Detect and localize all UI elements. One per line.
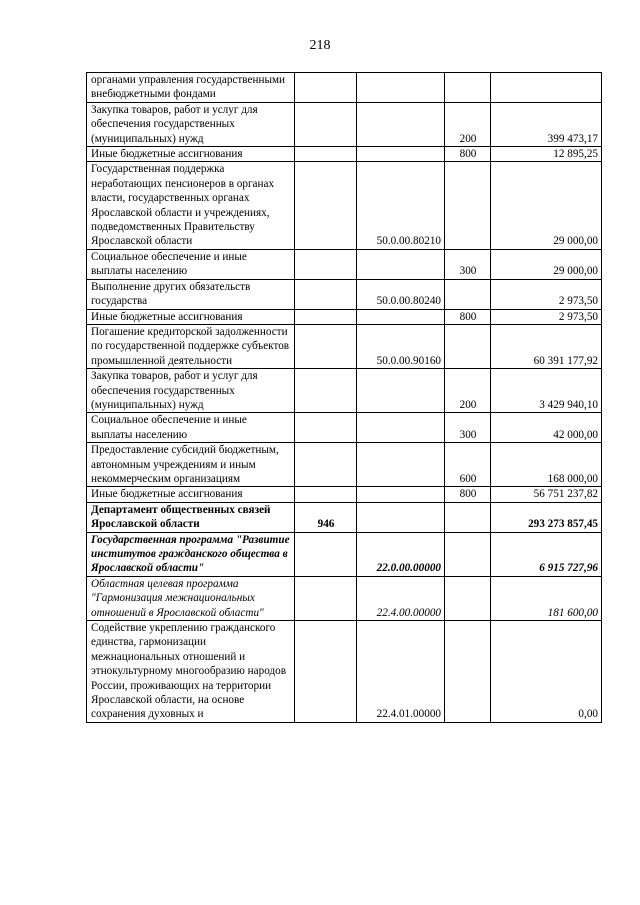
row-target-code <box>357 102 445 146</box>
row-amount: 42 000,00 <box>491 413 602 443</box>
row-expense-type: 300 <box>445 413 491 443</box>
row-department-code <box>295 369 357 413</box>
table-row <box>87 413 602 443</box>
row-amount: 6 915 727,96 <box>491 532 602 576</box>
row-name: Государственная поддержка неработающих пенсионеров в органах власти, государственных органах Ярославской области и учреждениях, подведомственных Правительству Ярославской области <box>87 162 295 249</box>
table-row <box>87 487 602 502</box>
row-target-code <box>357 443 445 487</box>
row-name: Департамент общественных связей Ярославской области <box>87 502 295 532</box>
row-amount: 399 473,17 <box>491 102 602 146</box>
row-target-code: 22.0.00.00000 <box>357 532 445 576</box>
row-name: Предоставление субсидий бюджетным, автономным учреждениям и иным некоммерческим организациям <box>87 443 295 487</box>
row-target-code <box>357 147 445 162</box>
row-expense-type: 300 <box>445 249 491 279</box>
row-expense-type <box>445 576 491 620</box>
table-row <box>87 249 602 279</box>
page-number: 218 <box>309 38 331 53</box>
row-target-code <box>357 487 445 502</box>
row-target-code <box>357 309 445 324</box>
row-department-code <box>295 413 357 443</box>
row-name: Содействие укреплению гражданского единства, гармонизации межнациональных отношений и этнокультурному многообразию народов России, проживающих на территории Ярославской области, на основе сохранения духовных и <box>87 621 295 723</box>
row-target-code: 50.0.00.80240 <box>357 279 445 309</box>
row-expense-type: 800 <box>445 147 491 162</box>
budget-table-body <box>87 73 602 723</box>
row-department-code <box>295 279 357 309</box>
row-amount: 293 273 857,45 <box>491 502 602 532</box>
row-department-code <box>295 576 357 620</box>
row-department-code <box>295 443 357 487</box>
row-name: Социальное обеспечение и иные выплаты населению <box>87 413 295 443</box>
table-row <box>87 443 602 487</box>
row-department-code <box>295 309 357 324</box>
row-amount: 12 895,25 <box>491 147 602 162</box>
row-target-code <box>357 249 445 279</box>
row-expense-type <box>445 532 491 576</box>
table-row <box>87 324 602 368</box>
row-department-code <box>295 102 357 146</box>
row-department-code <box>295 621 357 723</box>
row-target-code <box>357 369 445 413</box>
row-amount: 56 751 237,82 <box>491 487 602 502</box>
row-target-code <box>357 413 445 443</box>
row-expense-type: 800 <box>445 487 491 502</box>
row-target-code: 22.4.00.00000 <box>357 576 445 620</box>
row-expense-type <box>445 162 491 249</box>
budget-table <box>86 72 602 723</box>
row-department-code <box>295 487 357 502</box>
row-department-code: 946 <box>295 502 357 532</box>
row-amount: 0,00 <box>491 621 602 723</box>
row-expense-type: 800 <box>445 309 491 324</box>
row-name: Иные бюджетные ассигнования <box>87 487 295 502</box>
row-expense-type: 600 <box>445 443 491 487</box>
row-name: Социальное обеспечение и иные выплаты населению <box>87 249 295 279</box>
row-department-code <box>295 162 357 249</box>
table-row <box>87 532 602 576</box>
row-department-code <box>295 324 357 368</box>
row-expense-type <box>445 324 491 368</box>
row-name: Закупка товаров, работ и услуг для обеспечения государственных (муниципальных) нужд <box>87 102 295 146</box>
row-amount: 29 000,00 <box>491 249 602 279</box>
table-row <box>87 279 602 309</box>
row-expense-type: 200 <box>445 369 491 413</box>
table-row <box>87 147 602 162</box>
row-expense-type <box>445 502 491 532</box>
row-target-code <box>357 73 445 103</box>
row-name: органами управления государственными внебюджетными фондами <box>87 73 295 103</box>
row-name: Погашение кредиторской задолженности по государственной поддержке субъектов промышленной деятельности <box>87 324 295 368</box>
row-expense-type <box>445 73 491 103</box>
row-amount: 168 000,00 <box>491 443 602 487</box>
row-expense-type <box>445 621 491 723</box>
row-amount: 2 973,50 <box>491 279 602 309</box>
row-name: Закупка товаров, работ и услуг для обеспечения государственных (муниципальных) нужд <box>87 369 295 413</box>
row-target-code: 22.4.01.00000 <box>357 621 445 723</box>
row-name: Государственная программа "Развитие институтов гражданского общества в Ярославской области" <box>87 532 295 576</box>
row-target-code: 50.0.00.90160 <box>357 324 445 368</box>
table-row <box>87 576 602 620</box>
table-row <box>87 309 602 324</box>
row-name: Выполнение других обязательств государства <box>87 279 295 309</box>
row-amount <box>491 73 602 103</box>
table-row <box>87 102 602 146</box>
row-department-code <box>295 73 357 103</box>
row-amount: 2 973,50 <box>491 309 602 324</box>
row-department-code <box>295 147 357 162</box>
table-row <box>87 162 602 249</box>
row-amount: 181 600,00 <box>491 576 602 620</box>
row-target-code <box>357 502 445 532</box>
row-amount: 60 391 177,92 <box>491 324 602 368</box>
row-amount: 29 000,00 <box>491 162 602 249</box>
table-row <box>87 369 602 413</box>
row-expense-type: 200 <box>445 102 491 146</box>
row-name: Иные бюджетные ассигнования <box>87 309 295 324</box>
row-department-code <box>295 532 357 576</box>
row-department-code <box>295 249 357 279</box>
row-name: Областная целевая программа "Гармонизация межнациональных отношений в Ярославской области" <box>87 576 295 620</box>
row-name: Иные бюджетные ассигнования <box>87 147 295 162</box>
table-row <box>87 502 602 532</box>
table-row <box>87 621 602 723</box>
table-row <box>87 73 602 103</box>
row-expense-type <box>445 279 491 309</box>
row-amount: 3 429 940,10 <box>491 369 602 413</box>
row-target-code: 50.0.00.80210 <box>357 162 445 249</box>
